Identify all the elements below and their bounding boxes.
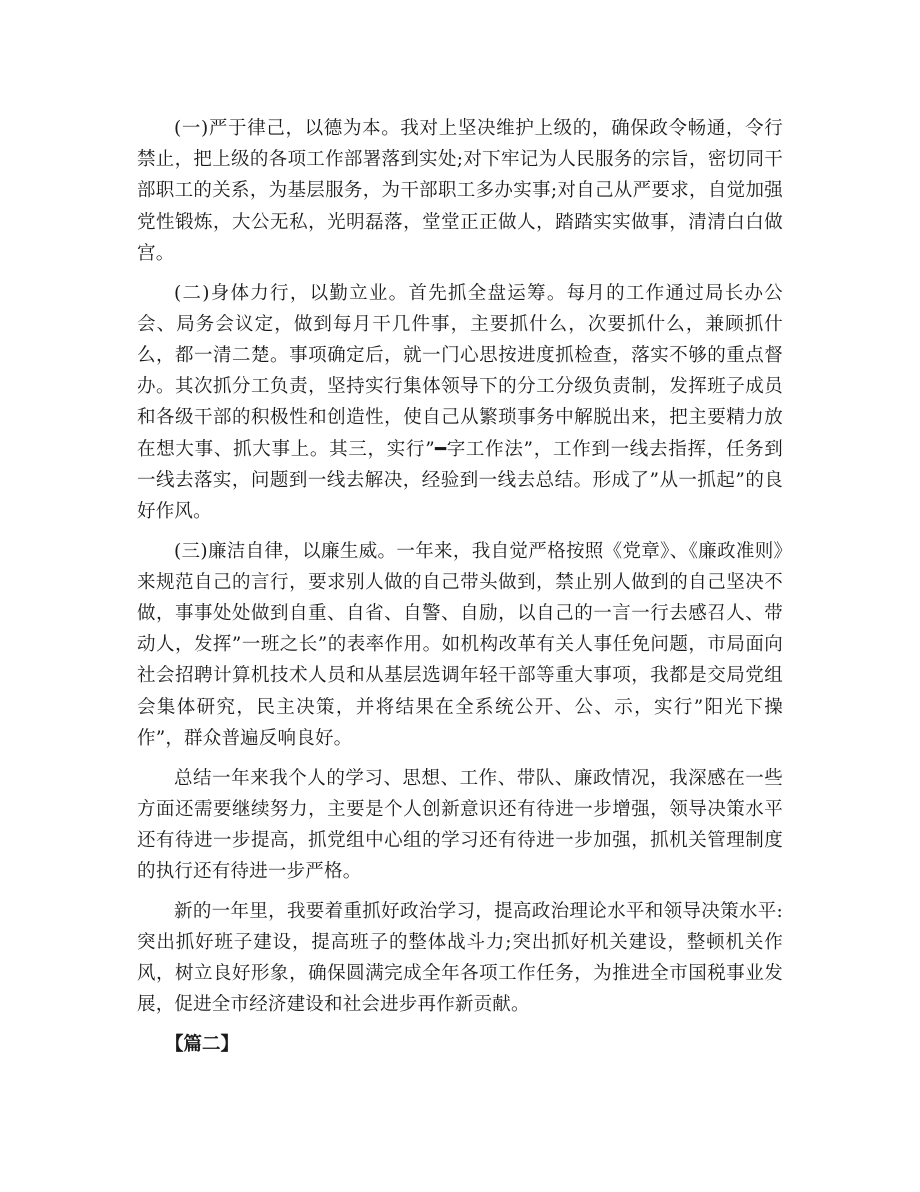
- document-body: [137, 113, 783, 1060]
- section-heading: 【篇二】: [165, 1034, 240, 1056]
- paragraph-diligence: (二)身体力行，以勤立业。首先抓全盘运筹。每月的工作通过局长办公会、局务会议定，做到每月干几件事，主要抓什么，次要抓什么，兼顾抓什么，都一清二楚。事项确定后，就一门心思按进度抓检查，落实不够的重点督办。其次抓分工负责，坚持实行集体领导下的分工分级负责制，发挥班子成员和各级干部的积极性和创造性，使自己从繁琐事务中解脱出来，把主要精力放在想大事、抓大事上。其三，实行”━字工作法”，工作到一线去指挥，任务到一线去落实，问题到一线去解决，经验到一线去总结。形成了”从一抓起”的良好作风。: [137, 282, 783, 522]
- paragraph-self-discipline: (一)严于律己，以德为本。我对上坚决维护上级的，确保政令畅通，令行禁止，把上级的各项工作部署落到实处;对下牢记为人民服务的宗旨，密切同干部职工的关系，为基层服务，为干部职工多办实事;对自己从严要求，自觉加强党性锻炼，大公无私，光明磊落，堂堂正正做人，踏踏实实做事，清清白白做宫。: [137, 118, 783, 264]
- paragraph-integrity: (三)廉洁自律，以廉生威。一年来，我自觉严格按照《党章》、《廉政准则》来规范自己的言行，要求别人做的自己带头做到，禁止别人做到的自己坚决不做，事事处处做到自重、自省、自警、自励，以自己的一言一行去感召人、带动人，发挥”一班之长”的表率作用。如机构改革有关人事任免问题，市局面向社会招聘计算机技术人员和从基层选调年轻干部等重大事项，我都是交局党组会集体研究，民主决策，并将结果在全系统公开、公、示，实行”阳光下操作”，群众普遍反响良好。: [137, 540, 783, 749]
- paragraph-summary: 总结一年来我个人的学习、思想、工作、带队、廉政情况，我深感在一些方面还需要继续努力，主要是个人创新意识还有待进一步增强，领导决策水平还有待进一步提高，抓党组中心组的学习还有待进一步加强，抓机关管理制度的执行还有待进一步严格。: [137, 767, 783, 883]
- paragraph-new-year-plan: 新的一年里，我要着重抓好政治学习，提高政治理论水平和领导决策水平:突出抓好班子建设，提高班子的整体战斗力;突出抓好机关建设，整顿机关作风，树立良好形象，确保圆满完成全年各项工作任务，为推进全市国税事业发展，促进全市经济建设和社会进步再作新贡献。: [137, 900, 783, 1016]
